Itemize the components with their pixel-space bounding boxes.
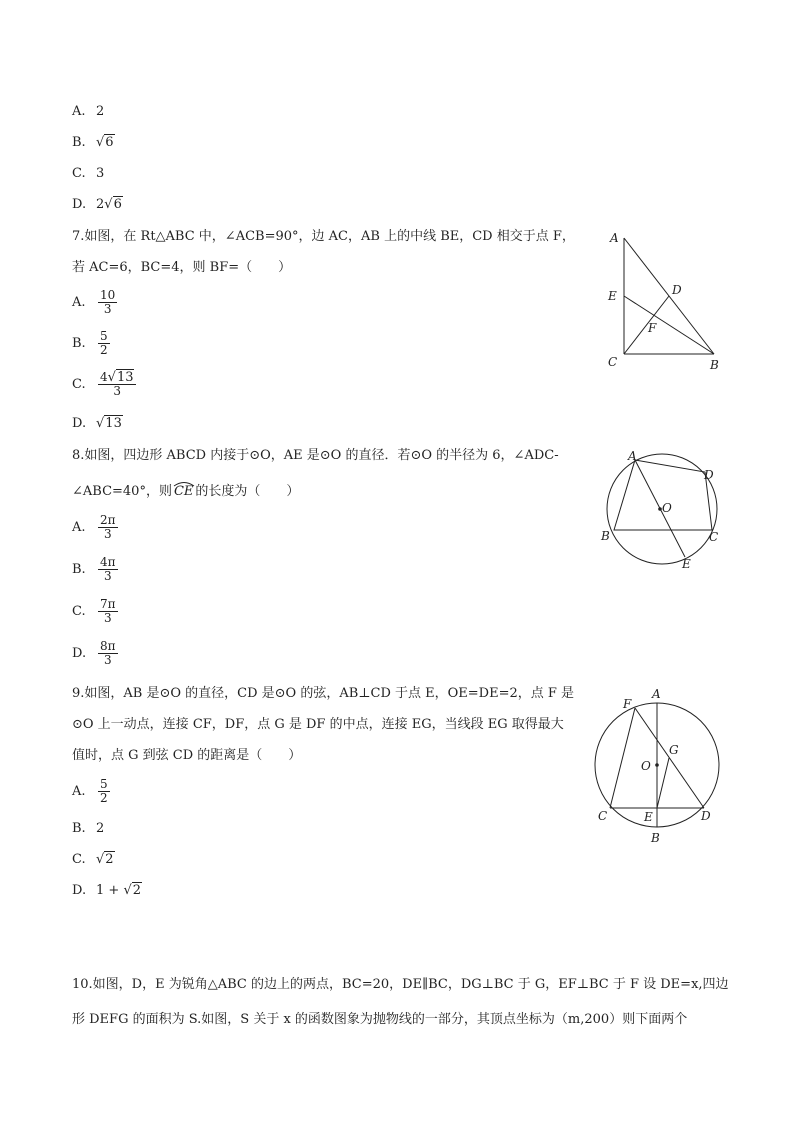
fraction: $\frac{4\pi}{3}$ [100, 555, 116, 583]
fraction: $\frac{5}{2}$ [100, 777, 108, 805]
sqrt: √2 [96, 852, 114, 867]
point-f-label: F [648, 321, 657, 335]
q9-stem-line3: 值时，点 G 到弦 CD 的距离是（ ） [72, 748, 302, 763]
q9-option-c: C. √2 [72, 852, 114, 867]
sqrt: √6 [104, 197, 122, 212]
q7-stem-line1: 7.如图，在 Rt△ABC 中，∠ACB=90°，边 AC，AB 上的中线 BE，CD 相交于点 F， [72, 229, 575, 244]
q6-option-c: C. 3 [72, 166, 105, 181]
point-c-label: C [608, 355, 618, 369]
q8-stem-line1: 8.如图，四边形 ABCD 内接于⊙O，AE 是⊙O 的直径．若⊙O 的半径为 6，∠ADC- [72, 448, 559, 463]
sqrt: √6 [96, 135, 114, 150]
point-d-label: D [672, 283, 682, 297]
q7-option-b: B. $\frac{5}{2}$ [72, 329, 108, 357]
fraction: $\frac{5}{2}$ [100, 329, 108, 357]
point-e-label: E [608, 289, 617, 303]
q10-stem-line1: 10.如图，D，E 为锐角△ABC 的边上的两点，BC=20，DE∥BC，DG⊥BC 于 G，EF⊥BC 于 F 设 DE=x,四边 [72, 977, 729, 992]
q8-option-a: A. $\frac{2\pi}{3}$ [72, 513, 116, 541]
q9-circle-figure [588, 684, 728, 848]
point-e-label: E [682, 557, 691, 571]
point-g-label: G [669, 743, 679, 757]
q7-triangle-figure [600, 226, 730, 376]
q8-stem-line2: ∠ABC=40°，则 CE 的长度为（ ） [72, 483, 299, 501]
q7-option-a: A. $\frac{10}{3}$ [72, 288, 116, 316]
fraction: $\frac{8\pi}{3}$ [100, 639, 116, 667]
q6-option-d: D. 2√6 [72, 197, 122, 212]
fraction: $\frac{10}{3}$ [100, 288, 116, 316]
q9-option-a: A. $\frac{5}{2}$ [72, 777, 108, 805]
point-b-label: B [651, 831, 660, 845]
point-a-label: A [652, 687, 661, 701]
point-d-label: D [701, 809, 711, 823]
q10-stem-line2: 形 DEFG 的面积为 S.如图，S 关于 x 的函数图象为抛物线的一部分，其顶点坐标为（m,200）则下面两个 [72, 1012, 688, 1027]
q7-option-c: C. $\frac{4√13}{3}$ [72, 371, 136, 398]
q7-stem-line2: 若 AC=6，BC=4，则 BF=（ ） [72, 260, 292, 275]
fraction: $\frac{7\pi}{3}$ [100, 597, 116, 625]
point-e-label: E [644, 810, 653, 824]
point-o-label: O [641, 759, 651, 773]
point-b-label: B [601, 529, 610, 543]
point-c-label: C [709, 530, 719, 544]
q9-option-b: B. 2 [72, 821, 105, 836]
point-a-label: A [610, 231, 619, 245]
point-o-label: O [662, 501, 672, 515]
point-b-label: B [710, 358, 719, 372]
point-c-label: C [598, 809, 608, 823]
fraction: $\frac{2\pi}{3}$ [100, 513, 116, 541]
arc-ce: CE [172, 484, 195, 499]
fraction: $\frac{4√13}{3}$ [98, 371, 136, 398]
q9-stem-line1: 9.如图，AB 是⊙O 的直径，CD 是⊙O 的弦，AB⊥CD 于点 E，OE=DE=2，点 F 是 [72, 686, 575, 701]
point-d-label: D [704, 468, 714, 482]
q8-option-c: C. $\frac{7\pi}{3}$ [72, 597, 116, 625]
q6-option-b: B. √6 [72, 135, 114, 150]
q8-circle-figure [596, 446, 736, 576]
sqrt: √13 [96, 416, 122, 431]
sqrt: √2 [123, 883, 142, 898]
q9-stem-line2: ⊙O 上一动点，连接 CF，DF，点 G 是 DF 的中点，连接 EG，当线段 EG 取得最大 [72, 717, 564, 732]
q9-option-d: D. 1 + √2 [72, 883, 142, 898]
q8-option-d: D. $\frac{8\pi}{3}$ [72, 639, 116, 667]
sqrt: √13 [107, 370, 134, 385]
q6-option-a: A. 2 [72, 104, 105, 119]
q8-option-b: B. $\frac{4\pi}{3}$ [72, 555, 116, 583]
arc-icon [172, 481, 196, 487]
point-f-label: F [623, 697, 632, 711]
point-a-label: A [628, 449, 637, 463]
q7-option-d: D. √13 [72, 416, 122, 431]
